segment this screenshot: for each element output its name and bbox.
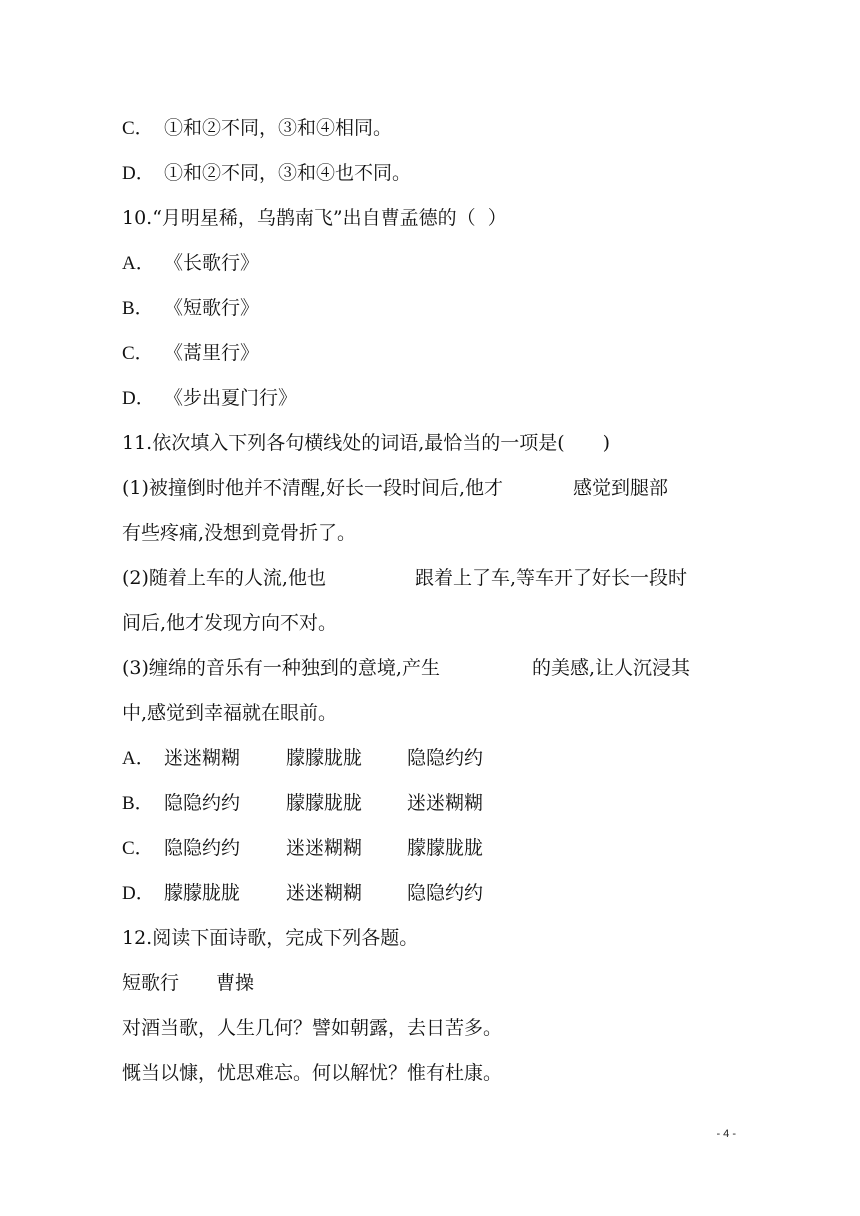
q11-sentence-1-line-1 <box>122 476 668 500</box>
sentence-text: (1)被撞倒时他并不清醒,好长一段时间后,他才 <box>122 477 503 499</box>
option-word-1: 朦朦胧胧 <box>164 882 241 904</box>
option-word-1: 隐隐约约 <box>164 792 241 814</box>
q10-stem: 10.“月明星稀，乌鹊南飞”出自曹孟德的（ ） <box>122 207 507 229</box>
sentence-text: (3)缠绵的音乐有一种独到的意境,产生 <box>122 657 440 679</box>
option-word-3: 隐隐约约 <box>407 747 484 769</box>
option-word-2: 迷迷糊糊 <box>286 837 363 859</box>
q11-option-b <box>122 791 483 816</box>
q11-option-d <box>122 881 483 906</box>
poem-title: 短歌行 <box>122 972 180 994</box>
q10-option-a <box>122 251 259 276</box>
option-text: 《短歌行》 <box>164 297 260 319</box>
sentence-text: 跟着上了车,等车开了好长一段时 <box>414 567 688 589</box>
q11-option-c <box>122 836 483 861</box>
option-text: 《长歌行》 <box>164 252 260 274</box>
option-text: 《步出夏门行》 <box>164 387 298 409</box>
option-letter: D． <box>122 883 155 904</box>
option-word-2: 朦朦胧胧 <box>286 747 363 769</box>
option-letter: C． <box>122 118 154 139</box>
option-letter: B． <box>122 793 154 814</box>
sentence-text: 的美感,让人沉浸其 <box>531 657 691 679</box>
option-word-2: 朦朦胧胧 <box>286 792 363 814</box>
poem-heading <box>122 971 254 995</box>
option-word-2: 迷迷糊糊 <box>286 882 363 904</box>
q10-option-d <box>122 386 297 411</box>
q10-option-c <box>122 341 259 366</box>
q11-sentence-2-line-1 <box>122 566 687 590</box>
option-word-3: 迷迷糊糊 <box>407 792 484 814</box>
option-text: 《蒿里行》 <box>164 342 260 364</box>
q11-sentence-3-line-1 <box>122 656 690 680</box>
page-number: - 4 - <box>716 1128 736 1140</box>
q9-option-c <box>122 116 392 141</box>
poem-line: 对酒当歌，人生几何？譬如朝露，去日苦多。 <box>122 1017 503 1039</box>
option-text: ①和②不同，③和④也不同。 <box>164 162 412 184</box>
option-word-3: 朦朦胧胧 <box>407 837 484 859</box>
poem-line: 慨当以慷，忧思难忘。何以解忧？惟有杜康。 <box>122 1062 503 1084</box>
poem-author: 曹操 <box>216 972 255 994</box>
option-text: ①和②不同，③和④相同。 <box>164 117 393 139</box>
option-letter: D． <box>122 163 155 184</box>
option-letter: C． <box>122 838 154 859</box>
q11-option-a <box>122 746 483 771</box>
option-letter: C． <box>122 343 154 364</box>
option-letter: B． <box>122 298 154 319</box>
q11-stem: 11.依次填入下列各句横线处的词语,最恰当的一项是( ) <box>122 432 611 454</box>
q11-sentence-1-line-2: 有些疼痛,没想到竟骨折了。 <box>122 522 357 544</box>
option-letter: A． <box>122 748 155 769</box>
q10-option-b <box>122 296 259 321</box>
q11-sentence-2-line-2: 间后,他才发现方向不对。 <box>122 612 338 634</box>
q11-sentence-3-line-2: 中,感觉到幸福就在眼前。 <box>122 702 338 724</box>
q12-stem: 12.阅读下面诗歌，完成下列各题。 <box>122 927 419 949</box>
q9-option-d <box>122 161 411 186</box>
option-word-1: 迷迷糊糊 <box>164 747 241 769</box>
sentence-text: 感觉到腿部 <box>573 477 669 499</box>
option-word-3: 隐隐约约 <box>407 882 484 904</box>
option-letter: D． <box>122 388 155 409</box>
option-letter: A． <box>122 253 155 274</box>
sentence-text: (2)随着上车的人流,他也 <box>122 567 326 589</box>
option-word-1: 隐隐约约 <box>164 837 241 859</box>
